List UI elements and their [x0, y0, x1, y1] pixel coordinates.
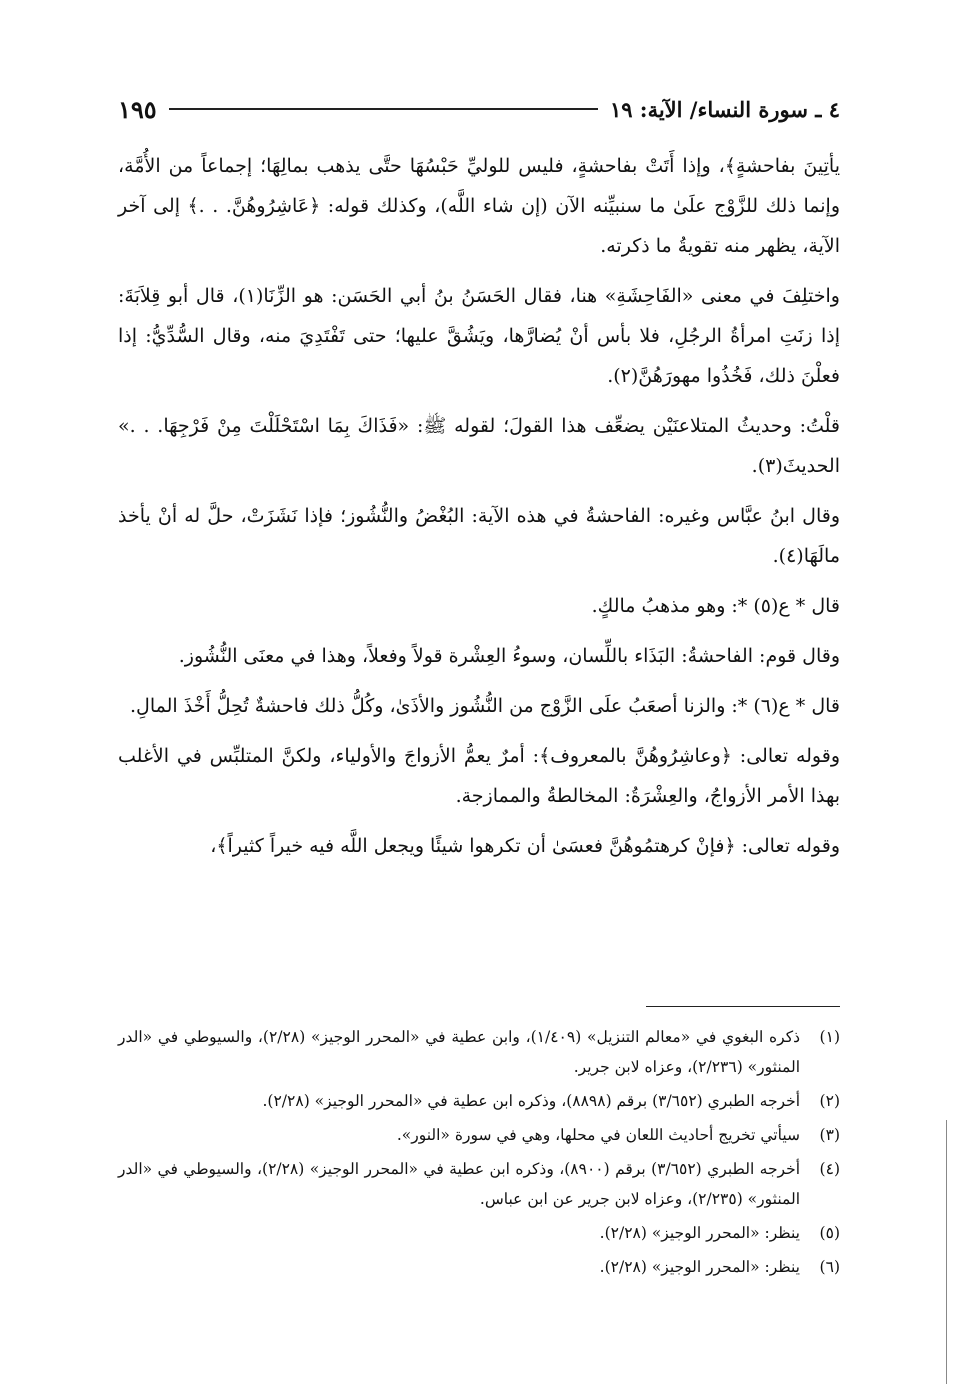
footnote-text: أخرجه الطبري (٣/٦٥٢) برقم (٨٩٠٠)، وذكره ابن عطية في «المحرر الوجيز» (٢/٢٨)، والسيوطي في «الدر المنثور» (٢/٢٣٥)، وعزاه لابن جرير عن ابن عباس.	[118, 1160, 800, 1208]
footnote-text: ينظر: «المحرر الوجيز» (٢/٢٨).	[599, 1258, 800, 1276]
scan-edge-line	[946, 1120, 947, 1384]
header-rule	[169, 108, 598, 110]
page-number: ١٩٥	[118, 94, 157, 124]
footnote-number: (٢)	[819, 1092, 840, 1110]
footnote-number: (٤)	[819, 1160, 840, 1178]
paragraph: قال * ع(٦) *: والزنا أصعَبُ علَى الزَّوْج من النُّشُوز والأذَىٰ، وكُلُّ ذلك فاحشةٌ تُحِلُّ أَخْذَ المالِ.	[130, 695, 840, 717]
footnote-number: (٣)	[819, 1126, 840, 1144]
footnote	[118, 1154, 840, 1214]
paragraph: يأتِينَ بفاحشةٍ﴾، وإذا أَتَتْ بفاحشةٍ، فليس للوليِّ حَبْسُهَا حتَّى يذهب بمالِهَا؛ إجماعاً من الأُمَّة، وإنما ذلك للزَّوْج علَىٰ ما سنبيِّنه الآن (إن شاء اللَّه)، وكذلك قوله: ﴿عَاشِرُوهُنَّ. . .﴾ إلى آخر الآية، يظهر منه تقويةُ ما ذكرته.	[118, 155, 840, 257]
page-header	[118, 92, 840, 126]
paragraph: وقوله تعالى: ﴿وعاشِرُوهُنَّ بالمعروف﴾: أمرٌ يعمُّ الأزواجَ والأولياء، ولكنَّ المتلبِّس في الأغلب بهذا الأمر الأزواجُ، والعِشْرَةُ: المخالطةُ والممازجة.	[118, 745, 840, 807]
paragraph: وقوله تعالى: ﴿فإنْ كرهتمُوهُنَّ فعسَىٰ أن تكرهوا شيئًا ويجعل اللَّه فيه خيراً كثيراً﴾،	[210, 835, 840, 857]
footnote-text: ذكره البغوي في «معالم التنزيل» (١/٤٠٩)، وابن عطية في «المحرر الوجيز» (٢/٢٨)، والسيوطي في «الدر المنثور» (٢/٢٣٦)، وعزاه لابن جرير.	[118, 1028, 800, 1076]
footnote-separator	[646, 1006, 840, 1007]
footnotes	[118, 1022, 840, 1286]
paragraph: قلْتُ: وحديثُ المتلاعنَيْن يضعِّف هذا القولَ؛ لقوله ﷺ: «فَذَاكَ بِمَا اسْتَحْلَلْتَ مِنْ فَرْجِهَا. . .» الحديثَ(٣).	[118, 415, 840, 477]
footnote-text: سيأتي تخريج أحاديث اللعان في محلها، وهي في سورة «النور».	[396, 1126, 800, 1144]
footnote	[118, 1022, 840, 1082]
paragraph: وقال ابنُ عبَّاس وغيره: الفاحشةُ في هذه الآية: البُغْضُ والنُّشُوز؛ فإذا نَشَزَتْ، حلَّ له أنْ يأخذ مالَهَا(٤).	[118, 505, 840, 567]
footnote-number: (٦)	[819, 1258, 840, 1276]
footnote	[118, 1086, 840, 1116]
main-text	[118, 146, 840, 876]
running-head: ٤ ـ سورة النساء/ الآية: ١٩	[609, 96, 840, 122]
paragraph: قال * ع(٥) *: وهو مذهبُ مالكٍ.	[591, 595, 840, 617]
footnote-text: أخرجه الطبري (٣/٦٥٢) برقم (٨٨٩٨)، وذكره ابن عطية في «المحرر الوجيز» (٢/٢٨).	[262, 1092, 800, 1110]
footnote-number: (١)	[819, 1028, 840, 1046]
paragraph: واختلِفَ في معنى «الفَاحِشَةِ» هنا، فقال الحَسَنُ بنُ أبي الحَسَن: هو الزِّنَا(١)، قال أبو قِلاَبَةَ: إذا زنَتِ امرأةُ الرجُلِ، فلا بأس أنْ يُضارَّها، ويَشُقَّ عليها؛ حتى تَفْتَدِيَ منه، وقال السُّدِّيُّ: إذا فعلْنَ ذلك، فَخُذُوا مهورَهُنَّ(٢).	[118, 285, 840, 387]
footnote-number: (٥)	[819, 1224, 840, 1242]
footnote-text: ينظر: «المحرر الوجيز» (٢/٢٨).	[599, 1224, 800, 1242]
footnote	[118, 1218, 840, 1248]
paragraph: وقال قوم: الفاحشةُ: البَذَاء باللِّسان، وسوءُ العِشْرة قولاً وفعلاً، وهذا في معنَى النُّشُوز.	[178, 645, 840, 667]
footnote	[118, 1252, 840, 1282]
footnote	[118, 1120, 840, 1150]
